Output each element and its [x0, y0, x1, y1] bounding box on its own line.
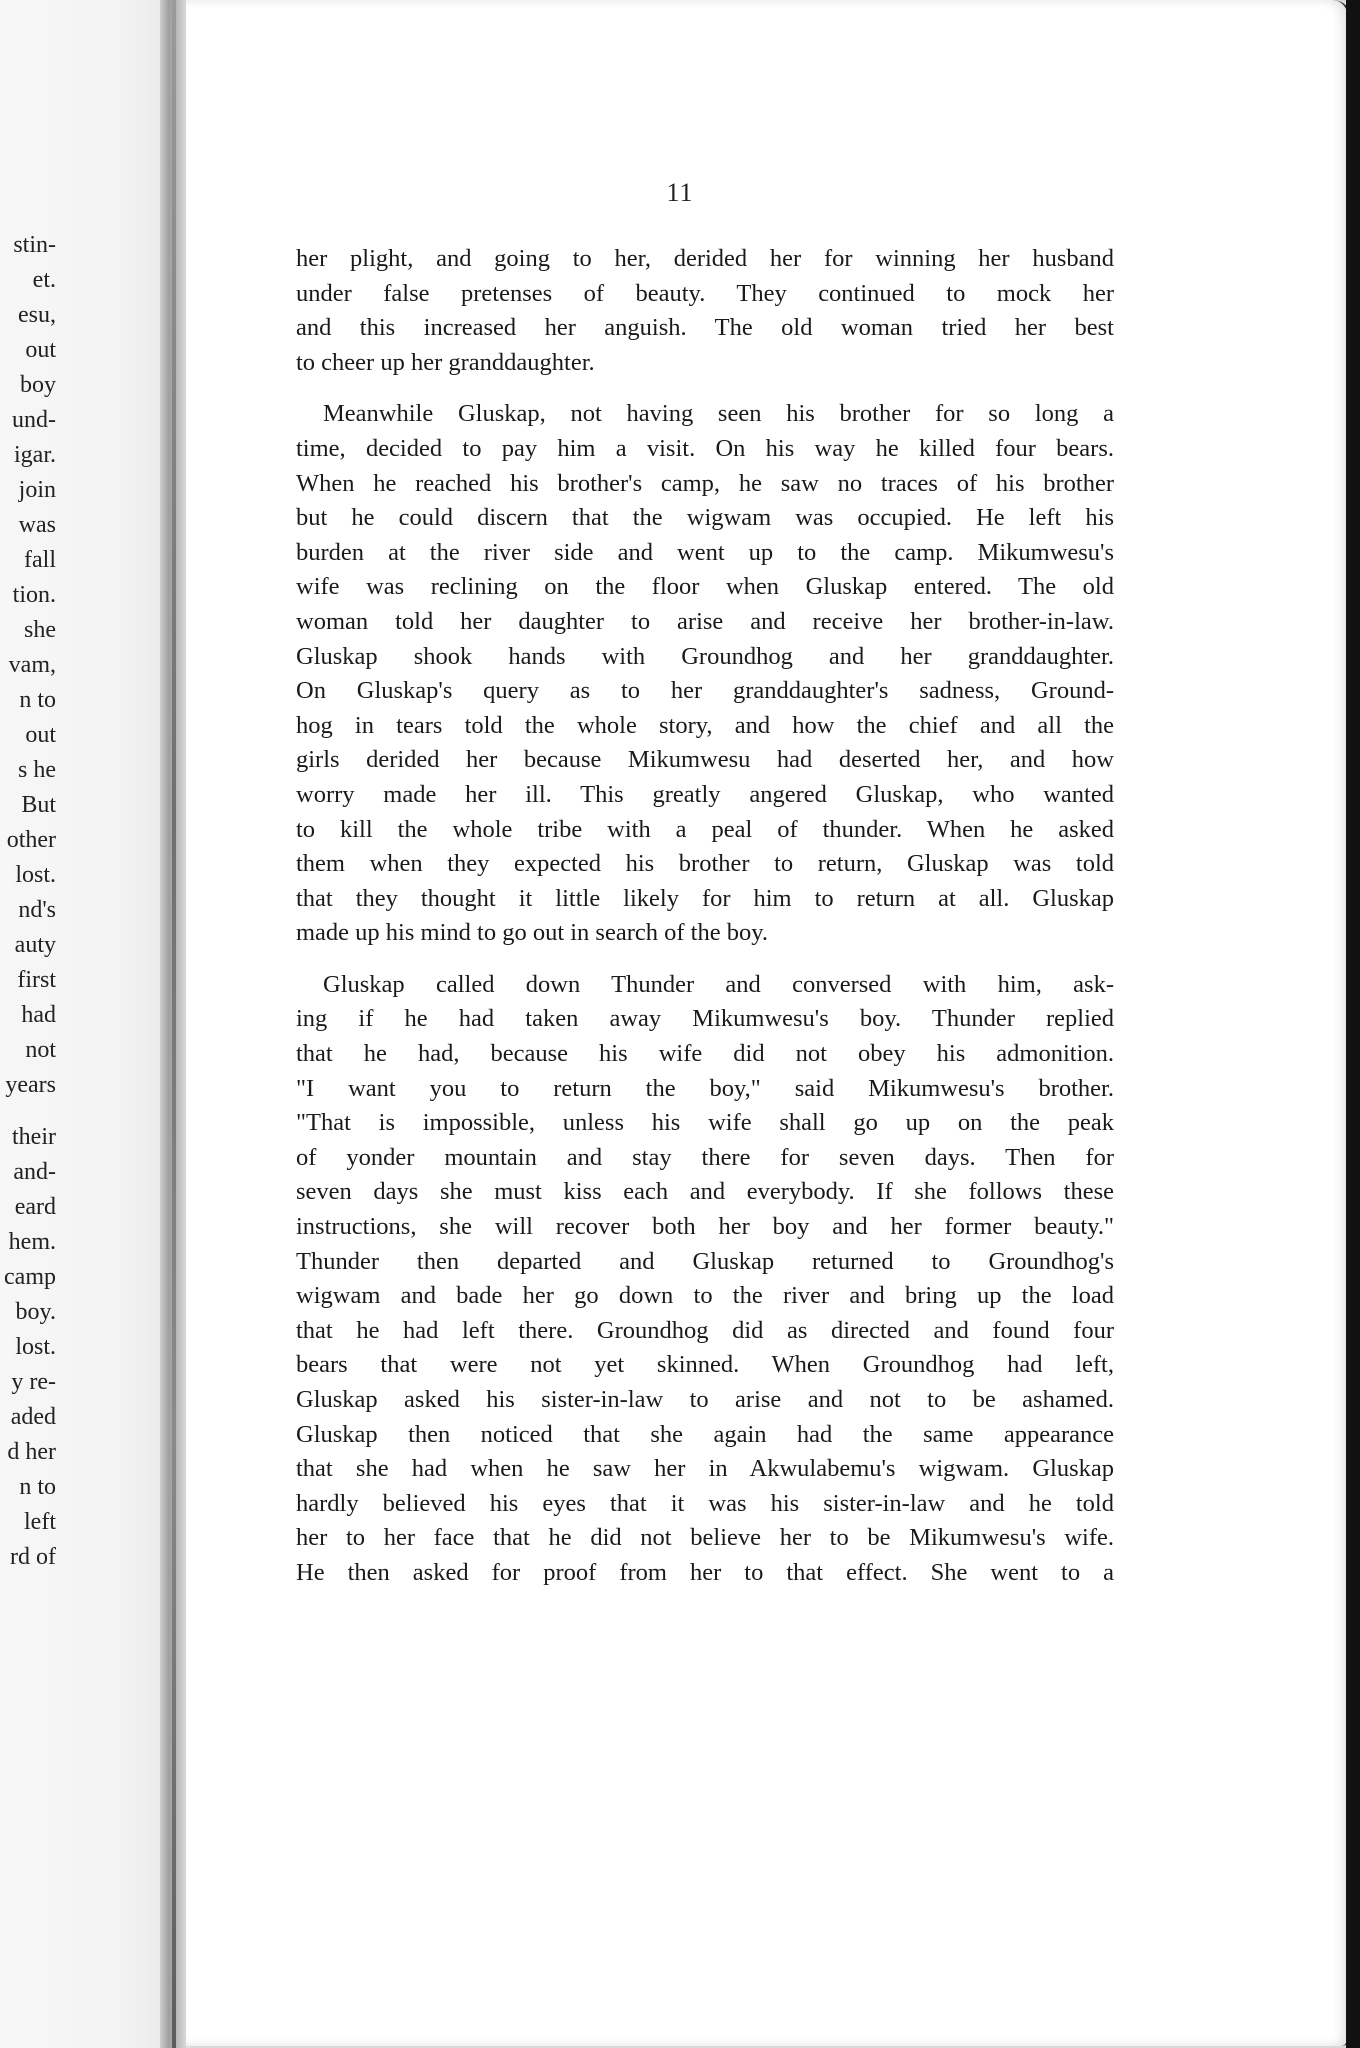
facing-line: boy — [20, 372, 56, 398]
page-number: 11 — [666, 178, 694, 207]
facing-line: boy. — [15, 1299, 56, 1325]
facing-line: first — [17, 967, 56, 993]
facing-line: and- — [13, 1159, 56, 1185]
text-line: them when they expected his brother to return, Gluskap was told — [296, 850, 1114, 878]
text-line: her plight, and going to her, derided her for winning her husband — [296, 245, 1114, 272]
text-line: that he had left there. Groundhog did as directed and found four — [296, 1316, 1114, 1344]
scan-edge — [1346, 0, 1360, 2048]
text-line: of yonder mountain and stay there for seven days. Then for — [296, 1143, 1114, 1171]
text-line: but he could discern that the wigwam was occupied. He left his — [296, 504, 1114, 532]
text-line: Gluskap called down Thunder and conversed with him, ask- — [323, 970, 1114, 998]
gutter-shadow-line — [172, 0, 176, 2048]
facing-line: out — [25, 337, 56, 363]
facing-line: igar. — [14, 442, 56, 468]
text-line: her to her face that he did not believe her to be Mikumwesu's wife. — [296, 1524, 1114, 1552]
facing-line: et. — [32, 267, 56, 293]
facing-line: other — [6, 827, 56, 853]
text-line: burden at the river side and went up to the camp. Mikumwesu's — [296, 538, 1114, 566]
paragraph-3 — [296, 968, 1114, 1591]
facing-gap — [0, 1103, 56, 1120]
facing-line: she — [24, 617, 56, 643]
facing-line: n to — [19, 1474, 56, 1500]
text-line: Thunder then departed and Gluskap returned to Groundhog's — [296, 1247, 1114, 1275]
text-line: and this increased her anguish. The old woman tried her best — [296, 314, 1114, 342]
facing-line: n to — [19, 687, 56, 713]
facing-line: stin- — [13, 232, 56, 258]
facing-line: auty — [14, 932, 56, 958]
text-line: On Gluskap's query as to her granddaughter's sadness, Ground- — [296, 677, 1114, 705]
facing-line: tion. — [12, 582, 56, 608]
facing-line: camp — [4, 1264, 56, 1290]
facing-line: But — [21, 792, 56, 818]
text-line: that she had when he saw her in Akwulabemu's wigwam. Gluskap — [296, 1455, 1114, 1483]
text-line: to cheer up her granddaughter. — [296, 348, 595, 376]
facing-line: their — [12, 1124, 56, 1150]
text-line: When he reached his brother's camp, he saw no traces of his brother — [296, 469, 1114, 497]
text-line: wife was reclining on the floor when Gluskap entered. The old — [296, 573, 1114, 601]
facing-line: fall — [24, 547, 56, 573]
facing-line: was — [18, 512, 56, 538]
text-line: that he had, because his wife did not obey his admonition. — [296, 1040, 1114, 1068]
text-line: girls derided her because Mikumwesu had deserted her, and how — [296, 746, 1114, 774]
facing-line: lost. — [15, 862, 56, 888]
text-line: worry made her ill. This greatly angered Gluskap, who wanted — [296, 780, 1114, 808]
facing-line: hem. — [8, 1229, 56, 1255]
paragraph-1 — [296, 242, 1114, 380]
text-line: made up his mind to go out in search of the boy. — [296, 919, 768, 947]
facing-line: nd's — [18, 897, 56, 923]
facing-line: s he — [18, 757, 56, 783]
facing-line: und- — [12, 407, 56, 433]
text-line: bears that were not yet skinned. When Groundhog had left, — [296, 1351, 1114, 1379]
facing-page-fragment — [0, 0, 168, 2048]
text-line: "That is impossible, unless his wife shall go up on the peak — [296, 1109, 1114, 1137]
facing-line: lost. — [15, 1334, 56, 1360]
text-line: Meanwhile Gluskap, not having seen his brother for so long a — [323, 400, 1114, 428]
facing-line: years — [5, 1072, 56, 1098]
text-line: seven days she must kiss each and everybody. If she follows these — [296, 1178, 1114, 1206]
facing-line: left — [24, 1509, 56, 1535]
text-line: woman told her daughter to arise and receive her brother-in-law. — [296, 607, 1114, 635]
paragraph-2 — [296, 397, 1114, 951]
text-line: hardly believed his eyes that it was his sister-in-law and he told — [296, 1489, 1114, 1517]
facing-line: vam, — [8, 652, 56, 678]
text-line: "I want you to return the boy," said Mikumwesu's brother. — [296, 1074, 1114, 1102]
text-line: that they thought it little likely for him to return at all. Gluskap — [296, 884, 1114, 912]
text-line: to kill the whole tribe with a peal of thunder. When he asked — [296, 815, 1114, 843]
text-line: hog in tears told the whole story, and how the chief and all the — [296, 711, 1114, 739]
facing-line: aded — [10, 1404, 56, 1430]
text-line: instructions, she will recover both her boy and her former beauty." — [296, 1213, 1114, 1241]
facing-line: join — [18, 477, 56, 503]
text-line: Gluskap shook hands with Groundhog and her granddaughter. — [296, 642, 1114, 670]
facing-line: rd of — [10, 1544, 56, 1570]
text-line: Gluskap then noticed that she again had the same appearance — [296, 1420, 1114, 1448]
facing-line: d her — [7, 1439, 56, 1465]
facing-page-text — [0, 228, 56, 1575]
text-line: time, decided to pay him a visit. On his way he killed four bears. — [296, 434, 1114, 462]
facing-line: not — [25, 1037, 56, 1063]
facing-line: out — [25, 722, 56, 748]
facing-line: eard — [14, 1194, 56, 1220]
facing-line: had — [21, 1002, 56, 1028]
body-text — [296, 242, 1114, 1608]
facing-line: esu, — [18, 302, 56, 328]
facing-line: y re- — [11, 1369, 56, 1395]
text-line: Gluskap asked his sister-in-law to arise and not to be ashamed. — [296, 1386, 1114, 1413]
text-line: ing if he had taken away Mikumwesu's boy. Thunder replied — [296, 1005, 1114, 1033]
text-line: under false pretenses of beauty. They continued to mock her — [296, 279, 1114, 307]
text-line: wigwam and bade her go down to the river and bring up the load — [296, 1282, 1114, 1310]
text-line: He then asked for proof from her to that effect. She went to a — [296, 1558, 1114, 1586]
